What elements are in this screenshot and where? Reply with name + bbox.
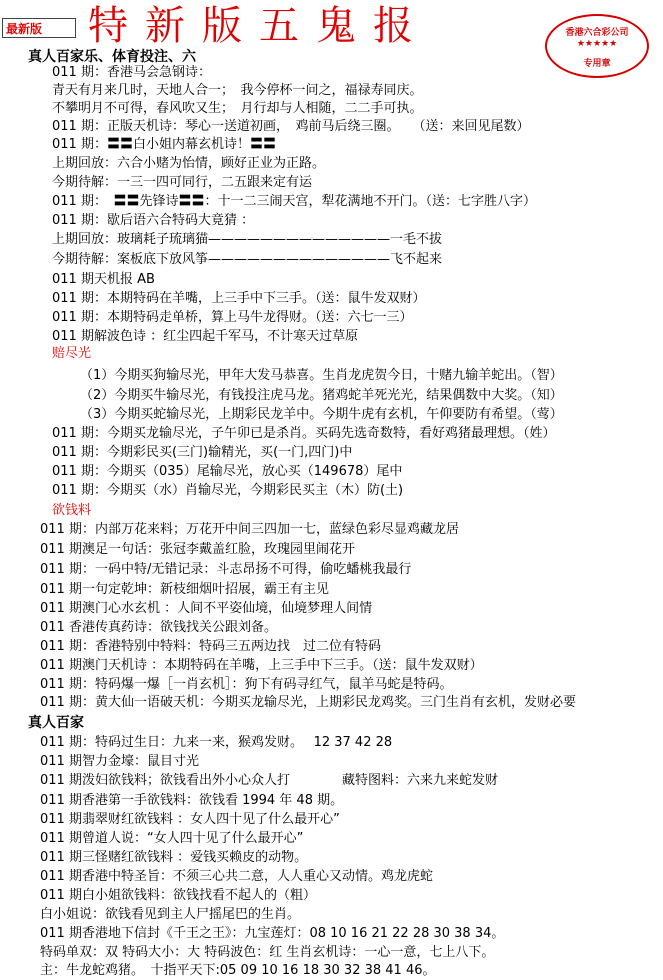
text-line: 011 香港传真药诗：欲钱找关公跟刘备。 [40, 620, 277, 635]
text-line: 011 期：香港马会急钢诗： [52, 65, 211, 80]
text-line: 011 期：本期特码走单桥，算上马牛龙得财。（送：六七一三） [52, 310, 413, 325]
text-line: 主：牛龙蛇鸡猪。 十指平天下:05 09 10 16 18 30 32 38 41 46。 [40, 963, 436, 978]
section-heading-lose-all: 赔尽光 [52, 346, 92, 361]
text-line: 011 期香港地下信封《千王之王》：九宝莲灯：08 10 16 21 22 28 30 38 34。 [40, 926, 505, 941]
text-line: （3）今期买蛇输尽光，上期彩民龙羊中。今期牛虎有玄机，午仰要防有希望。（莺） [80, 407, 563, 422]
text-line: 011 期香港中特圣旨：不须三心共二意，人人重心又动情。鸡龙虎蛇 [40, 869, 433, 884]
heading-live-baccarat: 真人百家 [28, 715, 84, 731]
text-line: 011 期：特码爆一爆［一肖玄机］：狗下有码寻红气，鼠羊马蛇是特码。 [40, 677, 453, 692]
text-line: 011 期：今期买（水）肖输尽光，今期彩民买主（木）防(土) [52, 483, 404, 498]
text-line: （2）今期买牛输尽光，有钱投注虎马龙。猪鸡蛇羊死光光，结果偶数中大奖。（知） [80, 388, 563, 403]
text-line: 011 期三怪赌红欲钱料 ：爱钱买赖皮的动物。 [40, 850, 308, 865]
text-line: 上期回放：玻璃耗子琉璃猫——————————————一毛不拔 [52, 232, 443, 247]
text-line: 011 期一句定乾坤：新枝细烟叶招展，霸王有主见 [40, 582, 329, 597]
seal-top-text: 香港六合彩公司 [565, 28, 629, 38]
text-line: 011 期香港第一手欲钱料：欲钱看 1994 年 48 期。 [40, 793, 344, 808]
text-line: 011 期：正版天机诗：琴心一送道初画， 鸡前马后绕三圈。 （送：来回见尾数） [52, 119, 530, 134]
text-line: 今期待解：一三一四可同行，二五跟来定有运 [52, 175, 313, 190]
text-line: 011 期白小姐欲钱料：欲钱找看不起人的（粗） [40, 888, 316, 903]
text-line: 011 期：歇后语六合特码大竟猜 ： [52, 213, 255, 228]
heading-live-casino: 真人百家乐、体育投注、六 [28, 49, 196, 65]
text-line: 011 期智力金壕：鼠目寸光 [40, 754, 199, 769]
seal-stars: ★★★★★ [576, 39, 618, 49]
text-line: 011 期： 〓〓先锋诗〓〓：十一二三闹天宫，犁花满地不开门。（送：七字胜八字） [52, 194, 536, 209]
text-line: 011 期澳门心水玄机 ：人间不平姿仙境，仙境梦理人间情 [40, 601, 373, 616]
seal-bottom-text: 专用章 [583, 59, 611, 69]
text-line: 011 期：今期买（035）尾输尽光，放心买（149678）尾中 [52, 464, 403, 479]
text-line: 011 期解波色诗 ：红尘四起千军马，不计寒天过草原 [52, 329, 359, 344]
text-line: 今期待解：案板底下放风筝——————————————飞不起来 [52, 252, 443, 267]
text-line: 011 期曾道人说：“女人四十见了什么最开心” [40, 831, 304, 846]
text-line: 特码单双：双 特码大小：大 特码波色：红 生肖玄机诗：一心一意，七上八下。 [40, 945, 495, 960]
text-line: 青天有月来几时，天地人合一； 我今停杯一问之，福禄寿同庆。 [52, 83, 423, 98]
text-line: 011 期：本期特码在羊嘴，上三手中下三手。（送：鼠牛发双财） [52, 291, 426, 306]
text-line: 011 期：今期买龙输尽光，子午卯已是杀肖。买码先选奇数特，看好鸡猪最理想。（姓） [52, 426, 556, 441]
text-line: 011 期：一码中特/无错记录：斗志昂扬不可得，偷吃蟠桃我最行 [40, 562, 412, 577]
text-line: 011 期：黄大仙一语破天机：今期买龙输尽光，上期彩民龙鸡奖。三门生肖有玄机，发财必要 [40, 695, 576, 710]
text-line: （1）今期买狗输尽光，甲年大发马恭喜。生肖龙虎贺今日，十赌九输羊蛇出。（智） [80, 368, 563, 383]
text-line: 上期回放：六合小赌为怡情，顾好正业为正路。 [52, 156, 326, 171]
text-line: 011 期：今期彩民买(三门)输精光，买(一门,四门)中 [52, 445, 353, 460]
page-title: 特新版五鬼报 [88, 3, 430, 49]
text-line: 011 期泼妇欲钱料；欲钱看出外小心众人打 藏特图料：六来九来蛇发财 [40, 773, 498, 788]
text-line: 011 期：特码过生日：九来一来，猴鸡发财。 12 37 42 28 [40, 735, 393, 750]
text-line: 011 期：〓〓白小姐内幕玄机诗！〓〓 [52, 137, 276, 152]
text-line: 白小姐说：欲钱看见到主人尸摇尾巴的生肖。 [40, 907, 301, 922]
text-line: 011 期：内部万花来料；万花开中间三四加一七，蓝绿色彩尽显鸡藏龙居 [40, 522, 459, 537]
text-line: 011 期澳足一句话：张冠李戴盖红脸，玫瑰园里闹花开 [40, 542, 355, 557]
text-line: 011 期天机报 AB [52, 272, 155, 287]
text-line: 011 期澳门天机诗 ：本期特码在羊嘴，上三手中下三手。（送：鼠牛发双财） [40, 658, 483, 673]
company-seal [545, 14, 649, 78]
text-line: 011 期：香港特别中特料：特码三五两边找 过二位有特码 [40, 639, 381, 654]
edition-badge: 最新版 [2, 18, 76, 38]
text-line: 011 期翡翠财红欲钱料 ：女人四十见了什么最开心” [40, 812, 340, 827]
section-heading-money-wanted: 欲钱料 [52, 503, 92, 518]
text-line: 不攀明月不可得，春风吹又生； 月行却与人相随，二二手可执。 [52, 101, 423, 116]
